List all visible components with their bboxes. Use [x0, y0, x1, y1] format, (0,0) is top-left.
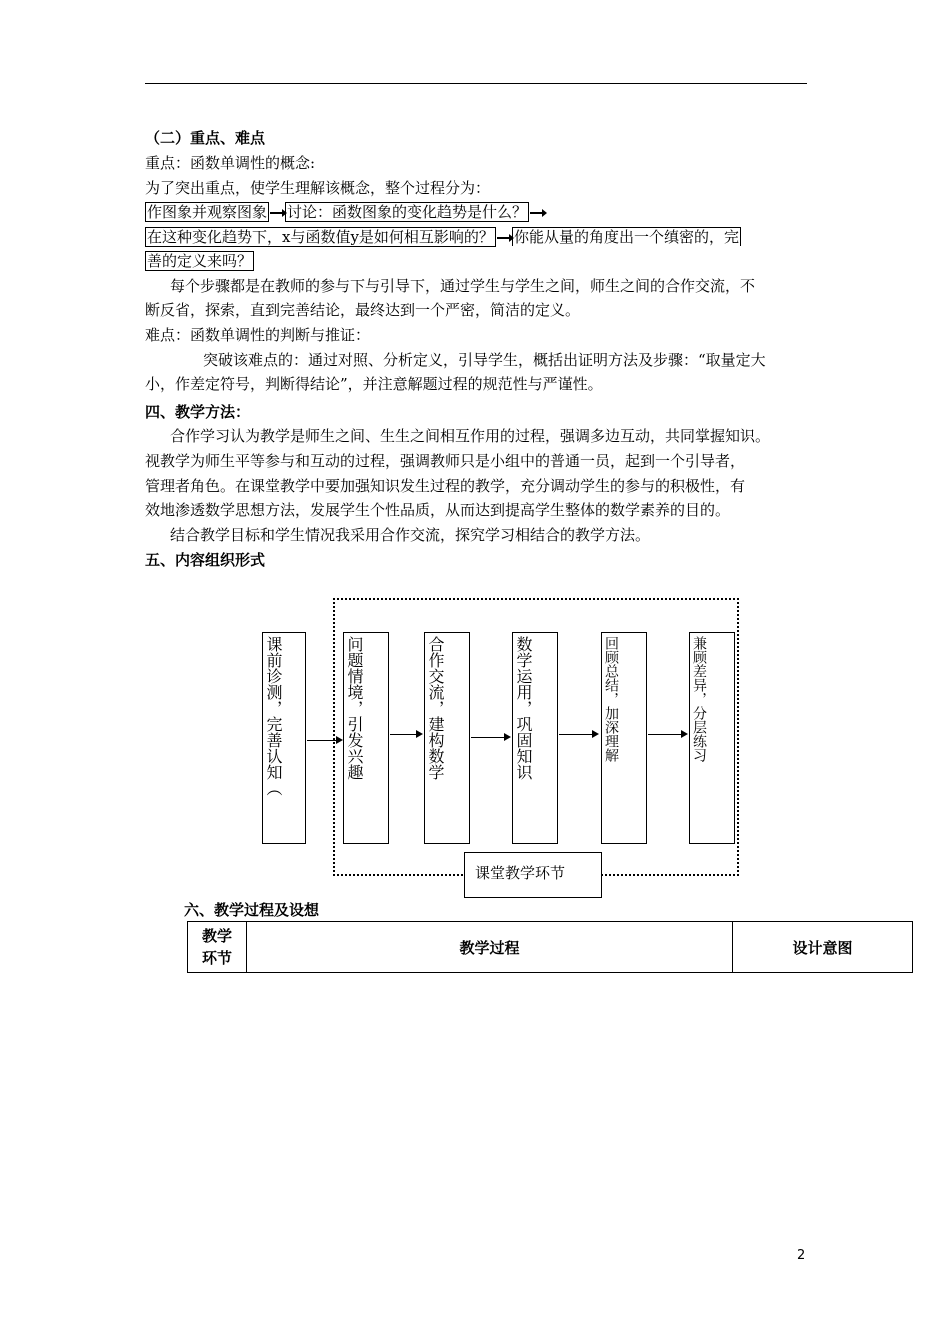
step-row-3 — [145, 250, 254, 272]
method-paragraph-a: 合作学习认为教学是师生之间、生生之间相互作用的过程，强调多边互动，共同掌握知识。 — [170, 427, 771, 445]
column-header-process: 教学过程 — [247, 922, 733, 973]
flow-box-pre-class: 课前诊测，完善认知（ — [262, 632, 306, 844]
step-box-2: 讨论：函数图象的变化趋势是什么？ — [287, 203, 528, 221]
paragraph-2b: 小，作差定符号，判断得结论”，并注意解题过程的规范性与严谨性。 — [145, 375, 603, 393]
flow-box-review: 回顾总结，加深理解 — [601, 632, 647, 844]
paragraph-1b: 断反省，探索，直到完善结论，最终达到一个严密，简洁的定义。 — [145, 301, 581, 319]
step-box-1: 作图象并观察图象 — [147, 203, 268, 221]
step-box-3: 在这种变化趋势下，x与函数值y是如何相互影响的？ — [147, 228, 494, 246]
header-rule — [145, 83, 807, 84]
flow-box-differentiated-practice: 兼顾差异，分层练习 — [689, 632, 735, 844]
section-heading-key-points: （二）重点、难点 — [145, 129, 266, 147]
right-arrow-icon — [530, 212, 544, 214]
method-paragraph-d: 效地渗透数学思想方法，发展学生个性品质，从而达到提高学生整体的数学素养的目的。 — [145, 501, 731, 519]
step-box-4: 你能从量的角度出一个缜密的，完 — [513, 228, 739, 246]
difficult-point-line: 难点：函数单调性的判断与推证： — [145, 326, 371, 344]
column-header-stage — [188, 922, 247, 973]
step-row-2 — [145, 226, 741, 248]
flow-arrow-1 — [307, 740, 341, 741]
class-stage-label: 课堂教学环节 — [464, 852, 602, 898]
method-paragraph-b: 视教学为师生平等参与和互动的过程，强调教师只是小组中的普通一员，起到一个引导者， — [145, 452, 746, 470]
intro-line: 为了突出重点，使学生理解该概念，整个过程分为： — [145, 179, 491, 197]
flow-arrow-4 — [559, 734, 597, 735]
flow-arrow-2 — [390, 734, 421, 735]
right-arrow-icon — [497, 237, 511, 239]
flow-box-cooperation: 合作交流，建构数学 — [424, 632, 470, 844]
section-heading-method: 四、教学方法： — [145, 403, 251, 421]
column-header-stage-text: 教学环节 — [201, 927, 232, 967]
flow-box-problem-situation: 问题情境，引发兴趣 — [343, 632, 389, 844]
flow-arrow-5 — [648, 734, 686, 735]
method-paragraph-c: 管理者角色。在课堂教学中要加强知识发生过程的教学，充分调动学生的参与的积极性，有 — [145, 477, 746, 495]
step-box-4-cont: 善的定义来吗？ — [147, 252, 253, 270]
flow-arrow-3 — [471, 737, 509, 738]
right-arrow-icon — [270, 212, 284, 214]
page-number: 2 — [797, 1248, 806, 1263]
column-header-intent: 设计意图 — [733, 922, 913, 973]
section-heading-organization: 五、内容组织形式 — [145, 551, 266, 569]
flow-box-application: 数学运用，巩固知识 — [512, 632, 558, 844]
paragraph-2a: 突破该难点的：通过对照、分析定义，引导学生，概括出证明方法及步骤：“取量定大 — [203, 351, 766, 369]
table-header-row — [188, 922, 913, 973]
step-row-1 — [145, 201, 545, 223]
method-paragraph-2: 结合教学目标和学生情况我采用合作交流，探究学习相结合的教学方法。 — [170, 526, 651, 544]
paragraph-1a: 每个步骤都是在教师的参与下与引导下，通过学生与学生之间，师生之间的合作交流，不 — [170, 277, 756, 295]
key-point-line: 重点：函数单调性的概念: — [145, 154, 316, 172]
section-heading-process: 六、教学过程及设想 — [184, 901, 320, 919]
process-table — [187, 921, 913, 973]
